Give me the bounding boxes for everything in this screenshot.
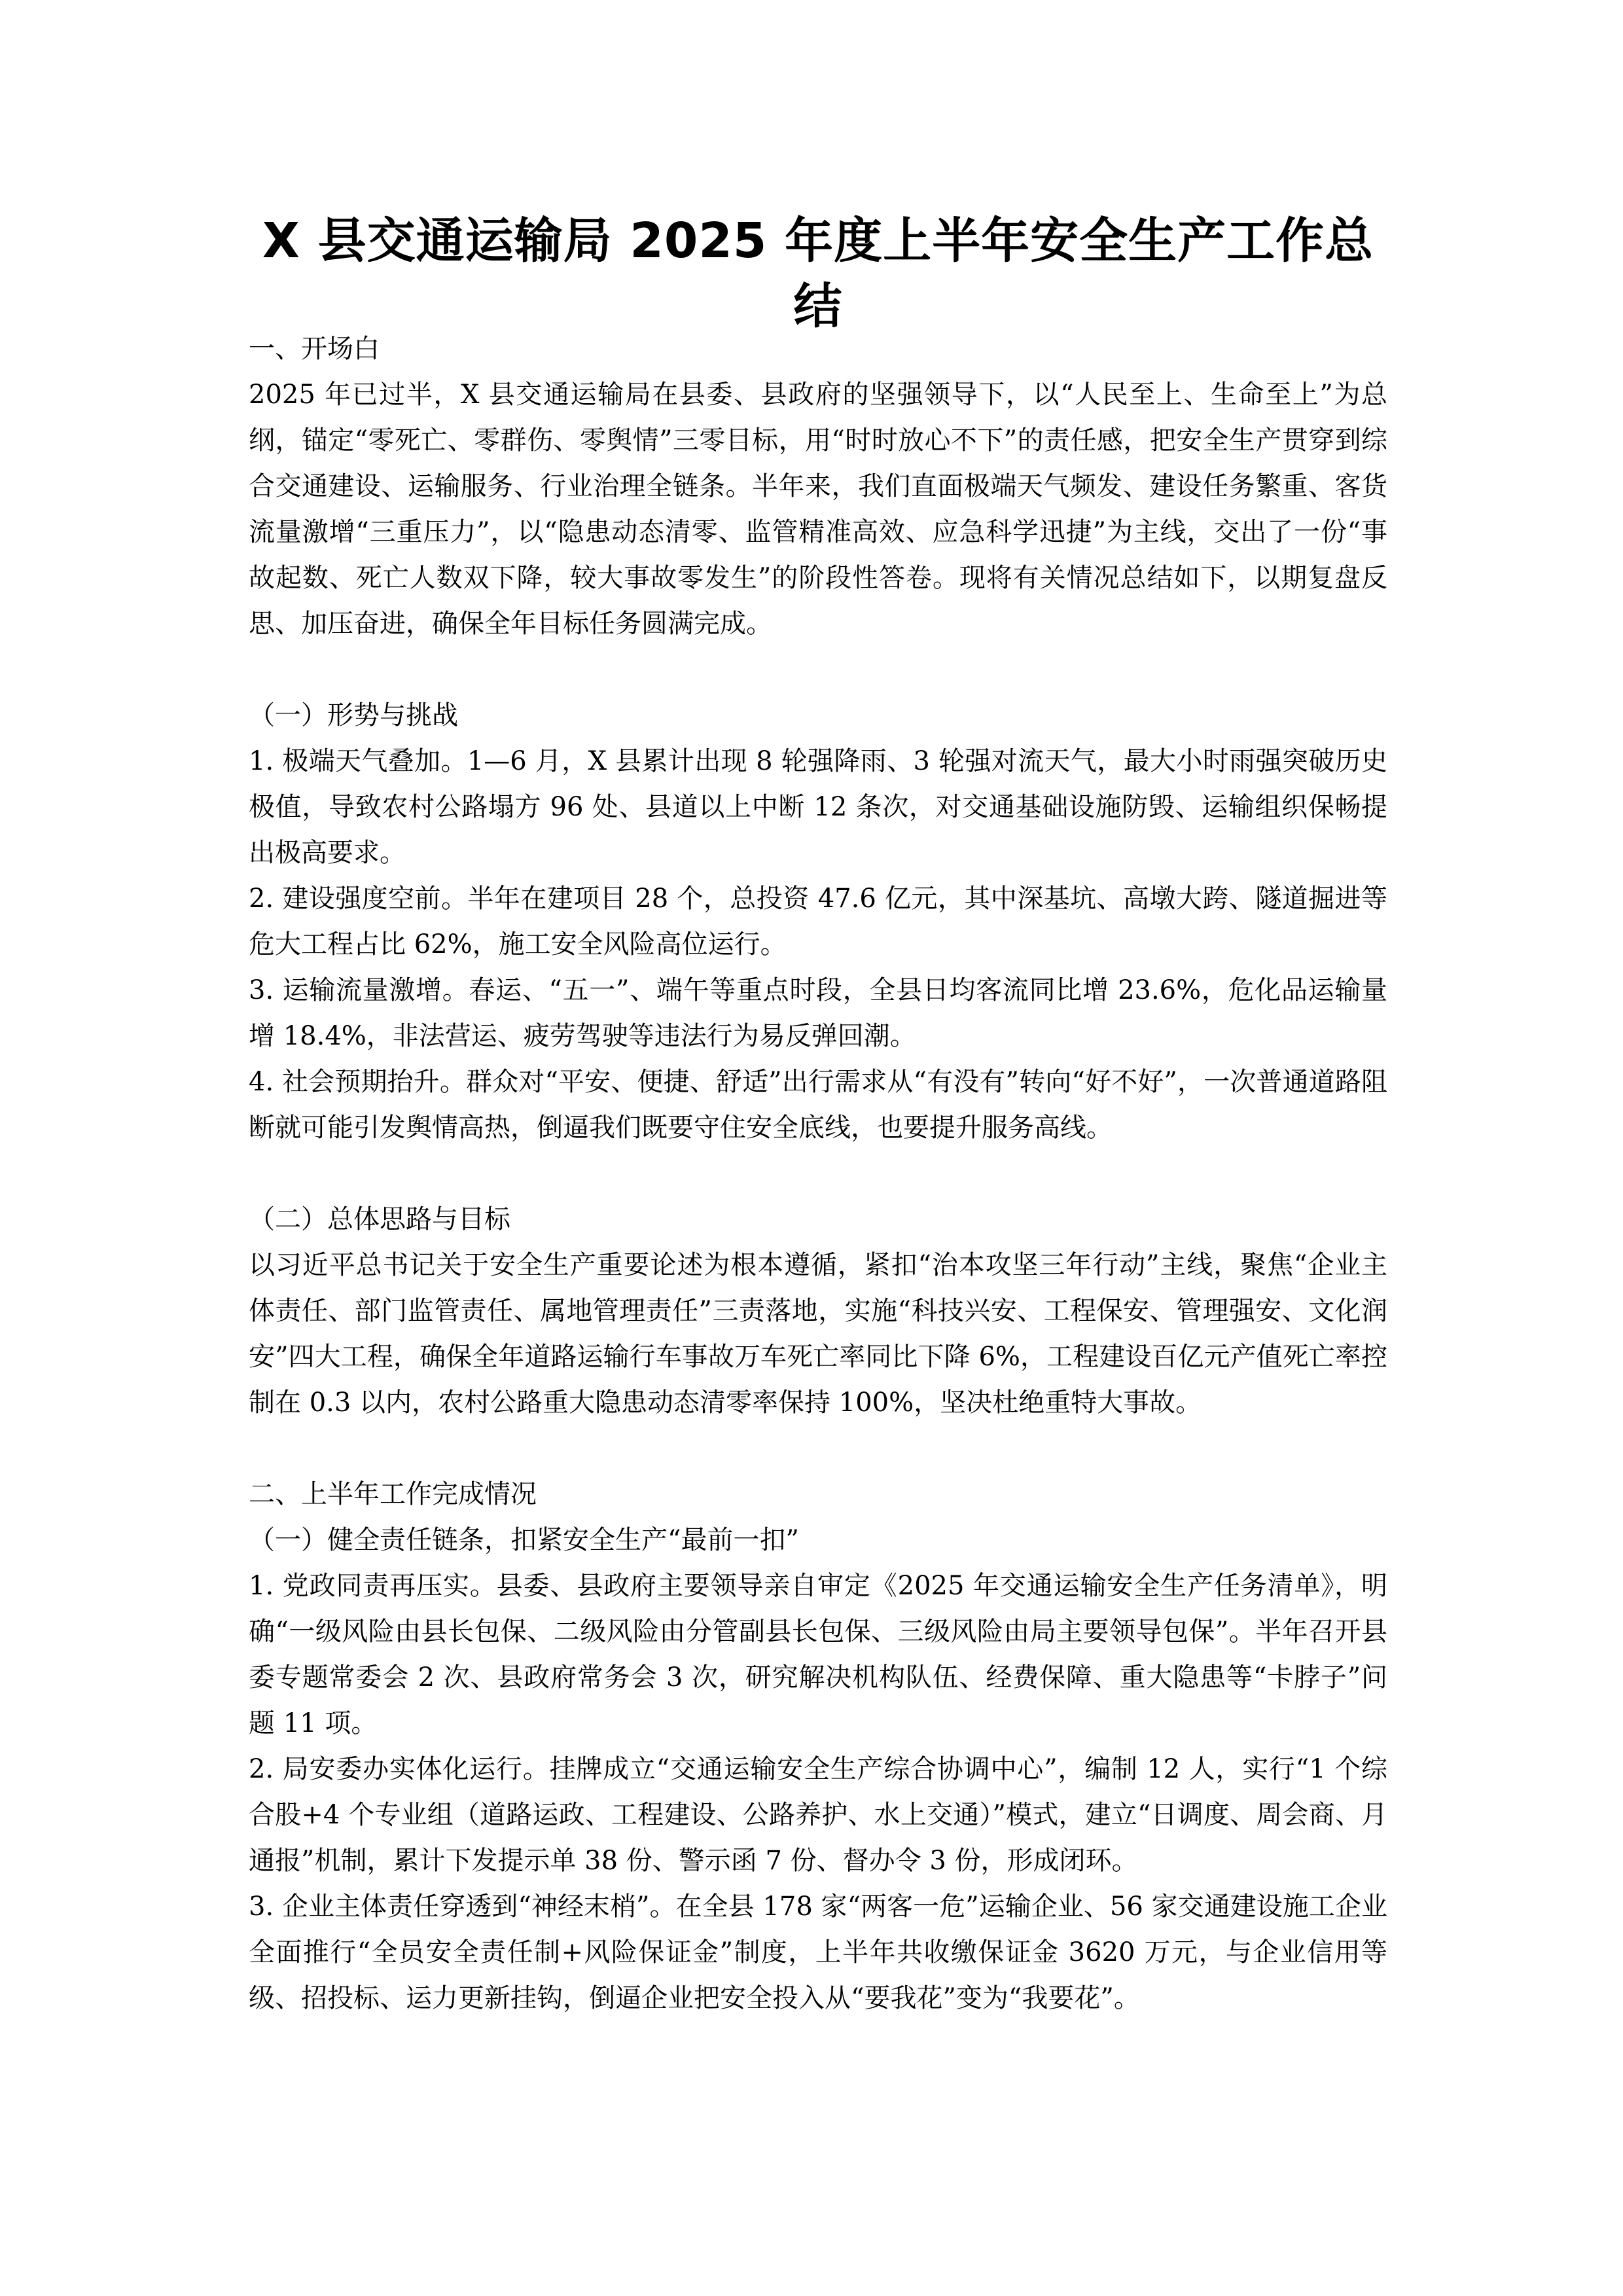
approach-paragraph: 以习近平总书记关于安全生产重要论述为根本遵循，紧扣“治本攻坚三年行动”主线，聚焦“企业主体责任、部门监管责任、属地管理责任”三责落地，实施“科技兴安、工程保安、管理强安、文化润安”四大工程，确保全年道路运输行车事故万车死亡率同比下降 6%，工程建设百亿元产值死亡率控制在 0.3 以内，农村公路重大隐患动态清零率保持 100%，坚决杜绝重特大事故。 [249, 1250, 1387, 1418]
document-title: X 县交通运输局 2025 年度上半年安全生产工作总结 [262, 213, 1374, 334]
situation-item-2: 2. 建设强度空前。半年在建项目 28 个，总投资 47.6 亿元，其中深基坑、高墩大跨、隧道掘进等危大工程占比 62%，施工安全风险高位运行。 [249, 884, 1387, 960]
situation-item-4: 4. 社会预期抬升。群众对“平安、便捷、舒适”出行需求从“有没有”转向“好不好”，一次普通道路阻断就可能引发舆情高热，倒逼我们既要守住安全底线，也要提升服务高线。 [249, 1067, 1387, 1143]
paragraph-spacer [249, 1151, 1387, 1196]
progress-item-2: 2. 局安委办实体化运行。挂牌成立“交通运输安全生产综合协调中心”，编制 12 人，实行“1 个综合股+4 个专业组（道路运政、工程建设、公路养护、水上交通）”模式，建立“日调度、周会商、月通报”机制，累计下发提示单 38 份、警示函 7 份、督办令 3 份，形成闭环。 [249, 1754, 1387, 1876]
situation-item-3: 3. 运输流量激增。春运、“五一”、端午等重点时段，全县日均客流同比增 23.6%，危化品运输量增 18.4%，非法营运、疲劳驾驶等违法行为易反弹回潮。 [249, 975, 1387, 1051]
section-heading-opening: 一、开场白 [249, 334, 380, 364]
document-page [249, 0, 1387, 2296]
paragraph-spacer [249, 647, 1387, 692]
opening-paragraph: 2025 年已过半，X 县交通运输局在县委、县政府的坚强领导下，以“人民至上、生命至上”为总纲，锚定“零死亡、零群伤、零舆情”三零目标，用“时时放心不下”的责任感，把安全生产贯穿到综合交通建设、运输服务、行业治理全链条。半年来，我们直面极端天气频发、建设任务繁重、客货流量激增“三重压力”，以“隐患动态清零、监管精准高效、应急科学迅捷”为主线，交出了一份“事故起数、死亡人数双下降，较大事故零发生”的阶段性答卷。现将有关情况总结如下，以期复盘反思、加压奋进，确保全年目标任务圆满完成。 [249, 380, 1387, 639]
section-heading-progress: 二、上半年工作完成情况 [249, 1479, 537, 1509]
document-body [249, 326, 1387, 2021]
situation-item-1: 1. 极端天气叠加。1—6 月，X 县累计出现 8 轮强降雨、3 轮强对流天气，最大小时雨强突破历史极值，导致农村公路塌方 96 处、县道以上中断 12 条次，对交通基础设施防毁、运输组织保畅提出极高要求。 [249, 746, 1387, 868]
progress-item-3: 3. 企业主体责任穿透到“神经末梢”。在全县 178 家“两客一危”运输企业、56 家交通建设施工企业全面推行“全员安全责任制+风险保证金”制度，上半年共收缴保证金 3620 万元，与企业信用等级、招投标、运力更新挂钩，倒逼企业把安全投入从“要我花”变为“我要花”。 [249, 1892, 1387, 2013]
paragraph-spacer [249, 1426, 1387, 1471]
section-heading-approach: （二）总体思路与目标 [249, 1204, 510, 1234]
subsection-heading-responsibility: （一）健全责任链条，扣紧安全生产“最前一扣” [249, 1525, 799, 1555]
progress-item-1: 1. 党政同责再压实。县委、县政府主要领导亲自审定《2025 年交通运输安全生产任务清单》，明确“一级风险由县长包保、二级风险由分管副县长包保、三级风险由局主要领导包保”。半年召开县委专题常委会 2 次、县政府常务会 3 次，研究解决机构队伍、经费保障、重大隐患等“卡脖子”问题 11 项。 [249, 1571, 1387, 1738]
section-heading-situation: （一）形势与挑战 [249, 700, 458, 730]
